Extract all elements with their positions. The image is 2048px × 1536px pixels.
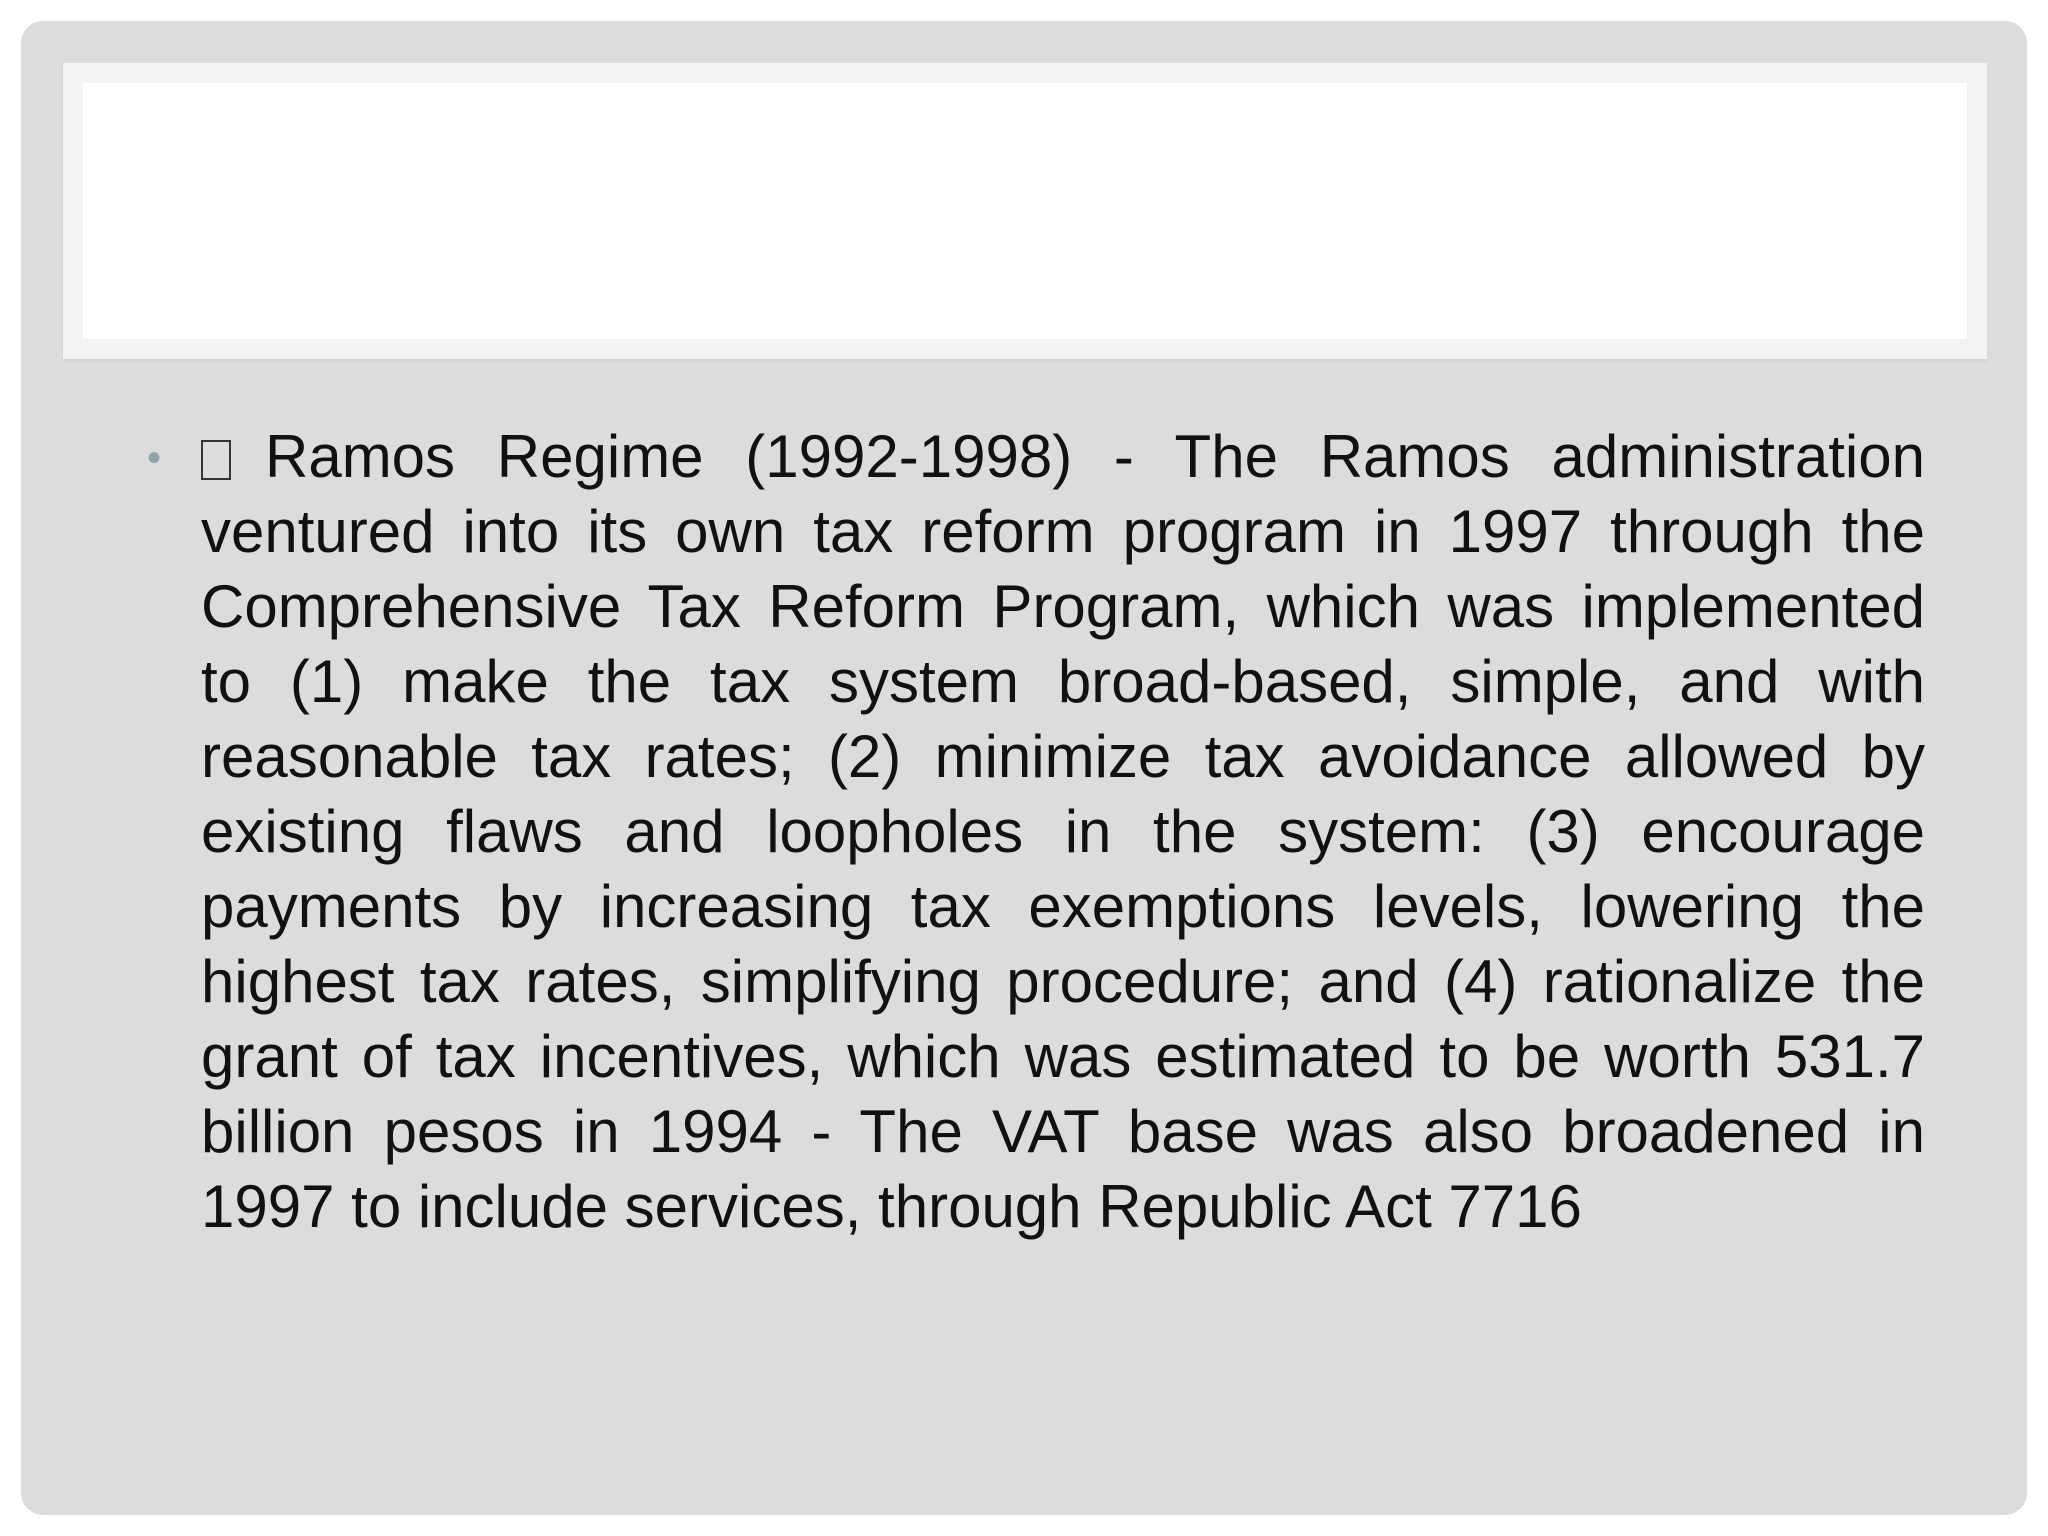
slide [21,21,2027,1515]
bullet-text [201,419,1925,1244]
content-area [147,419,1947,1244]
missing-glyph-icon [201,440,231,480]
title-placeholder [83,83,1967,339]
title-placeholder-frame [63,63,1987,359]
bullet-item [147,419,1947,1244]
bullet-marker: • [147,436,162,480]
bullet-body-text: Ramos Regime (1992-1998) - The Ramos administration ventured into its own tax reform program in 1997 through the Comprehensive Tax Reform Program, which was implemented to (1) make the tax system broad-based, simple, and with reasonable tax rates; (2) minimize tax avoidance allowed by existing flaws and loopholes in the system: (3) encourage payments by increasing tax exemptions levels, lowering the highest tax rates, simplifying procedure; and (4) rationalize the grant of tax incentives, which was estimated to be worth 531.7 billion pesos in 1994 - The VAT base was also broadened in 1997 to include services, through Republic Act 7716 [201,423,1925,1240]
